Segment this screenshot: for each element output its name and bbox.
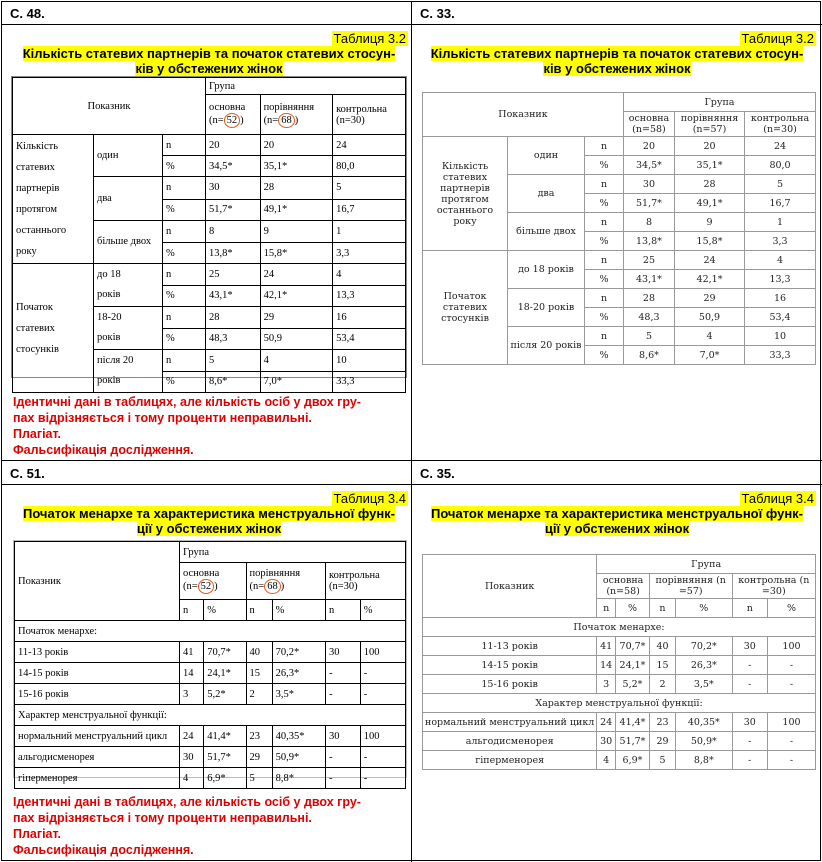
row-label: 11-13 років [423, 637, 597, 656]
cell: - [732, 656, 767, 675]
cell: 7,0* [260, 371, 333, 393]
cell: 4 [597, 751, 616, 770]
row-label: один [508, 137, 585, 175]
cell-pct: % [585, 156, 624, 175]
note-line: Ідентичні дані в таблицях, але кількість осіб у двох гру- [13, 795, 361, 809]
cell: 24,1* [204, 663, 246, 684]
cell-pct: % [163, 371, 206, 393]
cell: 6,9* [204, 768, 246, 789]
highlight-circle: 68 [278, 113, 295, 128]
cell: 15 [649, 656, 675, 675]
cell: 16 [333, 307, 406, 329]
header-comparison-group: порівняння (n =57) [649, 574, 732, 599]
header-main-group: основна (n=58) [597, 574, 650, 599]
cell: 41 [597, 637, 616, 656]
cell-pct: % [585, 270, 624, 289]
cell: 25 [624, 251, 675, 270]
cell-n: n [163, 220, 206, 243]
cell: 15,8* [674, 232, 744, 251]
section-partners: Кількість статевих партнерів протягом останнього року [13, 135, 94, 264]
row-label: 11-13 років [15, 642, 180, 663]
cell: - [732, 732, 767, 751]
row-label: 14-15 років [15, 663, 180, 684]
cell: 8,6* [624, 346, 675, 365]
cell: 4 [333, 264, 406, 286]
cell: 24 [745, 137, 816, 156]
row-label: 18-20 років [94, 307, 163, 350]
cell-pct: % [163, 328, 206, 350]
cell-n: n [585, 327, 624, 346]
cell-n: n [163, 307, 206, 329]
cell: 70,2* [676, 637, 733, 656]
cell: 40 [649, 637, 675, 656]
cell: 13,3 [333, 285, 406, 307]
cell: - [326, 684, 361, 705]
cell: 51,7* [206, 199, 261, 220]
cell-pct: % [163, 285, 206, 307]
cell-n: n [585, 289, 624, 308]
cell-n: n [163, 135, 206, 156]
cell: 41,4* [204, 726, 246, 747]
cell: 30 [732, 637, 767, 656]
cell: 8,8* [676, 751, 733, 770]
cell: 29 [260, 307, 333, 329]
page-label-bottom-right: С. 35. [420, 466, 455, 481]
row-label: гіперменорея [15, 768, 180, 789]
cell: 5 [246, 768, 272, 789]
cell: 5 [624, 327, 675, 346]
header-control-group: контрольна (n=30) [333, 95, 406, 135]
cell-pct: % [163, 199, 206, 220]
cell-n: n [585, 175, 624, 194]
cell: 1 [333, 220, 406, 243]
page-label-top-left: С. 48. [10, 6, 45, 21]
row-label: гіперменорея [423, 751, 597, 770]
section-onset: Початок статевих стосунків [423, 251, 508, 365]
cell: 23 [649, 713, 675, 732]
cell: 3,5* [676, 675, 733, 694]
row-label: альгодисменорея [15, 747, 180, 768]
cell: - [360, 768, 405, 789]
cell: 26,3* [272, 663, 325, 684]
cell: 2 [649, 675, 675, 694]
cell: 49,1* [260, 199, 333, 220]
cell: 13,8* [624, 232, 675, 251]
cell: 28 [624, 289, 675, 308]
note-line: Плагіат. [13, 827, 62, 841]
cell: 100 [767, 637, 815, 656]
cell: 20 [674, 137, 744, 156]
cell: 51,7* [616, 732, 650, 751]
cell: 28 [674, 175, 744, 194]
cell: 6,9* [616, 751, 650, 770]
cell-pct: % [585, 308, 624, 327]
cell: 20 [624, 137, 675, 156]
cell-pct: % [163, 156, 206, 177]
cell-pct: % [163, 243, 206, 264]
cell: 42,1* [674, 270, 744, 289]
cell-pct: % [204, 600, 246, 621]
row-label: два [508, 175, 585, 213]
cell: 30 [624, 175, 675, 194]
cell: 41 [180, 642, 204, 663]
cell: 24 [260, 264, 333, 286]
data-table [12, 77, 406, 393]
cell-pct: % [272, 600, 325, 621]
cell: 49,1* [674, 194, 744, 213]
cell: 80,0 [333, 156, 406, 177]
cell: 15 [246, 663, 272, 684]
header-main-group: основна (n= 52 ) [206, 95, 261, 135]
cell: - [767, 732, 815, 751]
cell: 24 [333, 135, 406, 156]
cell: 9 [674, 213, 744, 232]
cell: 5 [206, 350, 261, 372]
row-label: більше двох [508, 213, 585, 251]
cell: 7,0* [674, 346, 744, 365]
cell: 16,7 [333, 199, 406, 220]
cell: 35,1* [260, 156, 333, 177]
header-group: Група [624, 93, 816, 112]
cell: 28 [206, 307, 261, 329]
cell: 41,4* [616, 713, 650, 732]
cell: 100 [360, 726, 405, 747]
cell: 3,3 [745, 232, 816, 251]
note-plagiarism [13, 394, 407, 458]
table-screenshot-right-34 [422, 554, 816, 770]
cell: 8 [206, 220, 261, 243]
quadrant-top-left [10, 24, 408, 76]
cell: 40,35* [676, 713, 733, 732]
highlight-circle: 52 [224, 113, 241, 128]
note-line: Ідентичні дані в таблицях, але кількість осіб у двох гру- [13, 395, 361, 409]
cell: 70,7* [204, 642, 246, 663]
cell: 13,8* [206, 243, 261, 264]
cell: - [326, 663, 361, 684]
row-label: 18-20 років [508, 289, 585, 327]
cell: 10 [333, 350, 406, 372]
cell: 29 [674, 289, 744, 308]
highlight-circle: 68 [264, 579, 281, 594]
cell-n: n [163, 350, 206, 372]
cell: 2 [246, 684, 272, 705]
cell-n: n [585, 137, 624, 156]
table-screenshot-left-32 [11, 76, 407, 388]
cell: 29 [246, 747, 272, 768]
cell: 50,9* [676, 732, 733, 751]
cell: 48,3 [624, 308, 675, 327]
cell: 70,7* [616, 637, 650, 656]
cell: 24 [674, 251, 744, 270]
cell: 33,3 [745, 346, 816, 365]
section-partners: Кількість статевих партнерів протягом останнього року [423, 137, 508, 251]
table-caption: Таблиця 3.4 [333, 491, 406, 506]
cell: 24 [597, 713, 616, 732]
cell: 4 [674, 327, 744, 346]
cell: 100 [767, 713, 815, 732]
cell: 28 [260, 177, 333, 200]
cell: 70,2* [272, 642, 325, 663]
cell-n: n [649, 599, 675, 618]
row-label: до 18 років [94, 264, 163, 307]
note-line: Фальсифікація дослідження. [13, 443, 194, 457]
row-label: 15-16 років [15, 684, 180, 705]
cell: 80,0 [745, 156, 816, 175]
note-line: пах відрізняється і тому проценти неправильні. [13, 811, 312, 825]
row-label: два [94, 177, 163, 221]
grid-divider-vertical [411, 2, 412, 862]
cell: - [767, 751, 815, 770]
cell: - [732, 751, 767, 770]
cell-n: n [585, 251, 624, 270]
cell: 5 [745, 175, 816, 194]
cell-n: n [246, 600, 272, 621]
cell: 24,1* [616, 656, 650, 675]
note-line: Фальсифікація дослідження. [13, 843, 194, 857]
cell-n: n [597, 599, 616, 618]
cell: 16 [745, 289, 816, 308]
table-screenshot-right-32 [422, 92, 816, 365]
cell: - [360, 684, 405, 705]
cell-pct: % [616, 599, 650, 618]
cell: 13,3 [745, 270, 816, 289]
cell: - [767, 656, 815, 675]
row-label: до 18 років [508, 251, 585, 289]
table-title: Початок менархе та характеристика менструальної функ- ції у обстежених жінок [430, 506, 804, 536]
row-label: нормальний менструальний цикл [423, 713, 597, 732]
cell-n: n [163, 177, 206, 200]
cell-pct: % [676, 599, 733, 618]
header-group: Група [206, 78, 406, 95]
cell: 5 [649, 751, 675, 770]
header-control-group: контрольна (n=30) [326, 563, 406, 600]
cell: 30 [326, 642, 361, 663]
cell: 51,7* [204, 747, 246, 768]
quadrant-bottom-left [10, 484, 408, 536]
cell: 40,35* [272, 726, 325, 747]
page-label-top-right: С. 33. [420, 6, 455, 21]
header-control-group: контрольна (n =30) [732, 574, 815, 599]
cell-n: n [163, 264, 206, 286]
cell: 8,8* [272, 768, 325, 789]
cell-n: n [732, 599, 767, 618]
cell: 1 [745, 213, 816, 232]
section-menstrual-function: Характер менструальної функції: [15, 705, 406, 726]
cell: 9 [260, 220, 333, 243]
cell-pct: % [585, 194, 624, 213]
cell-n: n [585, 213, 624, 232]
cell: - [360, 747, 405, 768]
cell: 23 [246, 726, 272, 747]
cell: 51,7* [624, 194, 675, 213]
cell: - [326, 747, 361, 768]
cell: 34,5* [206, 156, 261, 177]
quadrant-bottom-right [418, 484, 816, 536]
cell: 3,5* [272, 684, 325, 705]
cell: 5,2* [204, 684, 246, 705]
header-group: Група [180, 542, 406, 563]
row-label: один [94, 135, 163, 177]
section-onset: Початок статевих стосунків [13, 264, 94, 393]
cell: 4 [745, 251, 816, 270]
section-menstrual-function: Характер менструальної функції: [423, 694, 816, 713]
cell: 30 [732, 713, 767, 732]
cell: 16,7 [745, 194, 816, 213]
cell: 4 [260, 350, 333, 372]
quadrant-top-right [418, 24, 816, 76]
data-table [422, 92, 816, 365]
row-label: 15-16 років [423, 675, 597, 694]
cell: - [732, 675, 767, 694]
row-label: нормальний менструальний цикл [15, 726, 180, 747]
cell: 14 [180, 663, 204, 684]
table-title: Початок менархе та характеристика менструальної функ- ції у обстежених жінок [22, 506, 396, 536]
table-screenshot-left-34 [13, 540, 407, 784]
table-caption: Таблиця 3.2 [333, 31, 406, 46]
header-comparison-group: порівняння (n=57) [674, 112, 744, 137]
table-title: Кількість статевих партнерів та початок статевих стосун- ків у обстежених жінок [22, 46, 396, 76]
cell: 30 [326, 726, 361, 747]
cell: 26,3* [676, 656, 733, 675]
row-label: альгодисменорея [423, 732, 597, 751]
cell: 5,2* [616, 675, 650, 694]
row-label: після 20 років [94, 350, 163, 393]
cell: - [326, 768, 361, 789]
cell-n: n [326, 600, 361, 621]
header-indicator: Показник [13, 78, 206, 135]
cell: 50,9* [272, 747, 325, 768]
cell: 40 [246, 642, 272, 663]
header-main-group: основна (n=58) [624, 112, 675, 137]
page-label-bottom-left: С. 51. [10, 466, 45, 481]
cell: 53,4 [745, 308, 816, 327]
data-table [422, 554, 816, 770]
cell: 3 [597, 675, 616, 694]
cell-pct: % [585, 346, 624, 365]
cell: 25 [206, 264, 261, 286]
cell: 29 [649, 732, 675, 751]
cell: 3 [180, 684, 204, 705]
grid-divider-middle [2, 460, 822, 461]
cell: 10 [745, 327, 816, 346]
cell: 35,1* [674, 156, 744, 175]
cell: 42,1* [260, 285, 333, 307]
note-plagiarism [13, 794, 407, 858]
note-line: Плагіат. [13, 427, 62, 441]
section-menarche: Початок менархе: [423, 618, 816, 637]
cell: 20 [260, 135, 333, 156]
header-main-group: основна (n= 52 ) [180, 563, 247, 600]
data-table [14, 541, 406, 789]
cell: 34,5* [624, 156, 675, 175]
cell: 100 [360, 642, 405, 663]
section-menarche: Початок менархе: [15, 621, 406, 642]
cell: 30 [597, 732, 616, 751]
cell: 20 [206, 135, 261, 156]
table-caption: Таблиця 3.2 [741, 31, 814, 46]
cell: 50,9 [674, 308, 744, 327]
cell: 53,4 [333, 328, 406, 350]
comparison-grid [1, 1, 821, 861]
row-label: 14-15 років [423, 656, 597, 675]
cell-n: n [180, 600, 204, 621]
highlight-circle: 52 [198, 579, 215, 594]
cell-pct: % [360, 600, 405, 621]
cell: 8,6* [206, 371, 261, 393]
header-group: Група [597, 555, 816, 574]
row-label: після 20 років [508, 327, 585, 365]
row-label: більше двох [94, 220, 163, 264]
cell: 30 [206, 177, 261, 200]
table-caption: Таблиця 3.4 [741, 491, 814, 506]
header-comparison-group: порівняння (n= 68 ) [246, 563, 326, 600]
cell-pct: % [767, 599, 815, 618]
cell: - [360, 663, 405, 684]
table-title: Кількість статевих партнерів та початок статевих стосун- ків у обстежених жінок [430, 46, 804, 76]
cell: 50,9 [260, 328, 333, 350]
cell: 33,3 [333, 371, 406, 393]
cell-pct: % [585, 232, 624, 251]
header-comparison-group: порівняння (n= 68 ) [260, 95, 333, 135]
cell: 30 [180, 747, 204, 768]
cell: 43,1* [206, 285, 261, 307]
header-indicator: Показник [15, 542, 180, 621]
header-indicator: Показник [423, 555, 597, 618]
cell: - [767, 675, 815, 694]
cell: 24 [180, 726, 204, 747]
cell: 4 [180, 768, 204, 789]
cell: 8 [624, 213, 675, 232]
note-line: пах відрізняється і тому проценти неправильні. [13, 411, 312, 425]
header-indicator: Показник [423, 93, 624, 137]
cell: 43,1* [624, 270, 675, 289]
cell: 15,8* [260, 243, 333, 264]
cell: 14 [597, 656, 616, 675]
cell: 5 [333, 177, 406, 200]
header-control-group: контрольна (n=30) [745, 112, 816, 137]
cell: 48,3 [206, 328, 261, 350]
cell: 3,3 [333, 243, 406, 264]
